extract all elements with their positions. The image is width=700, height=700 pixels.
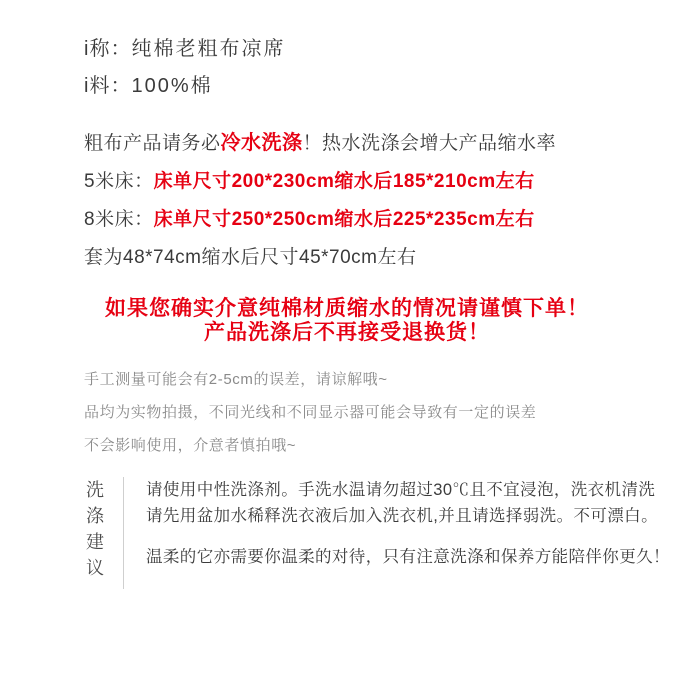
wash-advice-block xyxy=(86,477,670,589)
spacer xyxy=(84,112,670,132)
spec-row-material xyxy=(84,75,670,98)
shrink-warning-line-2: 产品洗涤后不再接受退换货！ xyxy=(204,320,490,344)
disclaimer-note-1: 手工测量可能会有2-5cm的误差，请谅解哦~ xyxy=(84,370,388,388)
size-row-2-lead: 8米床： xyxy=(84,208,154,230)
wash-notice xyxy=(84,132,670,155)
size-row-2-text: 床单尺寸250*250cm缩水后225*235cm左右 xyxy=(153,208,535,230)
size-row-3 xyxy=(84,247,670,269)
size-row-3-text: 48*74cm缩水后尺寸45*70cm左右 xyxy=(123,246,417,268)
wash-notice-prefix: 粗布产品请务必 xyxy=(84,133,221,154)
shrink-warning-line-1: 如果您确实介意纯棉材质缩水的情况请谨慎下单！ xyxy=(105,296,589,320)
spec-row-name xyxy=(84,38,670,61)
wash-advice-paragraph-2: 温柔的它亦需要你温柔的对待，只有注意洗涤和保养方能陪伴你更久！ xyxy=(146,548,670,566)
wash-notice-highlight: 冷水洗涤 xyxy=(220,132,303,154)
disclaimer-note-3: 不会影响使用，介意者慎拍哦~ xyxy=(84,437,297,455)
shrink-warning xyxy=(84,297,610,345)
size-row-1-lead: 5米床： xyxy=(84,171,154,192)
disclaimer-notes xyxy=(84,371,670,455)
spec-value-name: 纯棉老粗布凉席 xyxy=(131,38,286,60)
spec-label-name: i称： xyxy=(84,38,132,60)
wash-advice-paragraph-1: 请使用中性洗涤剂。手洗水温请勿超过30℃且不宜浸泡，洗衣机清洗请先用盆加水稀释洗衣液后加入洗衣机,并且请选择弱洗。不可漂白。 xyxy=(146,480,658,526)
size-row-1 xyxy=(84,171,670,193)
spec-value-material: 100%棉 xyxy=(131,75,213,97)
wash-notice-suffix: ！热水洗涤会增大产品缩水率 xyxy=(302,133,557,154)
wash-advice-title: 洗涤建议 xyxy=(86,477,124,589)
spec-label-material: i料： xyxy=(84,75,132,97)
size-row-2 xyxy=(84,209,670,231)
size-row-1-text: 床单尺寸200*230cm缩水后185*210cm左右 xyxy=(153,171,535,192)
wash-advice-body xyxy=(124,477,670,571)
disclaimer-note-2: 品均为实物拍摄，不同光线和不同显示器可能会导致有一定的误差 xyxy=(84,404,537,422)
size-row-3-lead: 套为 xyxy=(84,246,124,268)
